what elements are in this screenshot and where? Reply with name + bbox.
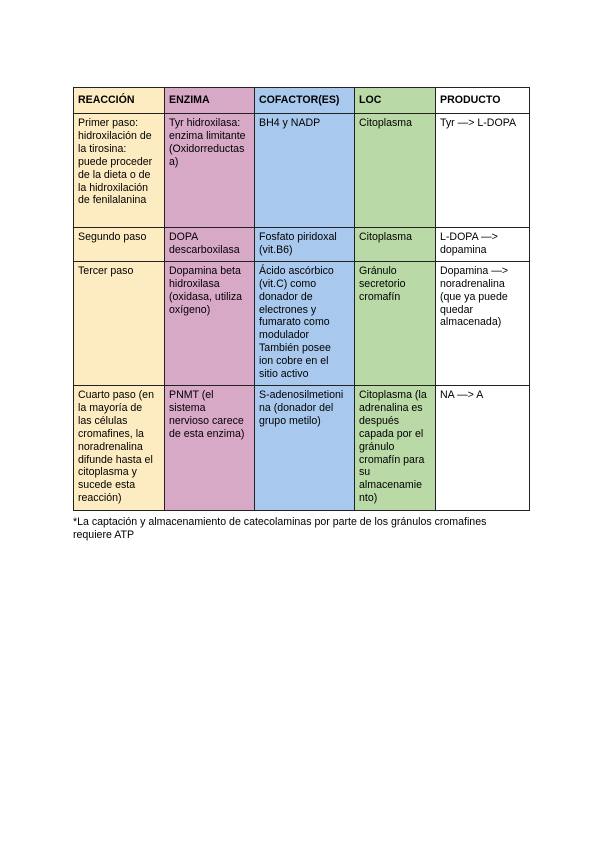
cell-enzima: PNMT (el sistema nervioso carece de esta enzima) xyxy=(165,385,255,510)
header-reaccion: REACCIÓN xyxy=(74,88,165,114)
table-row xyxy=(74,385,530,510)
cell-reaccion: Segundo paso xyxy=(74,228,165,262)
footnote: *La captación y almacenamiento de catecolaminas por parte de los gránulos cromafines requiere ATP xyxy=(73,516,487,541)
cell-loc: Gránulo secretorio cromafín xyxy=(355,261,436,385)
cell-producto: Dopamina —> noradrenalina (que ya puede quedar almacenada) xyxy=(436,261,530,385)
cell-reaccion: Cuarto paso (en la mayoría de las células cromafines, la noradrenalina difunde hasta el citoplasma y sucede esta reacción) xyxy=(74,385,165,510)
cell-enzima: DOPA descarboxilasa xyxy=(165,228,255,262)
cell-enzima: Tyr hidroxilasa: enzima limitante (Oxidorreductas a) xyxy=(165,114,255,228)
header-loc: LOC xyxy=(355,88,436,114)
table-row xyxy=(74,228,530,262)
cell-loc: Citoplasma xyxy=(355,228,436,262)
cell-enzima: Dopamina beta hidroxilasa (oxidasa, utiliza oxígeno) xyxy=(165,261,255,385)
cell-reaccion: Primer paso: hidroxilación de la tirosina: puede proceder de la dieta o de la hidroxilación de fenilalanina xyxy=(74,114,165,228)
catecholamine-synthesis-table xyxy=(73,87,530,511)
header-enzima: ENZIMA xyxy=(165,88,255,114)
cell-producto: L-DOPA —> dopamina xyxy=(436,228,530,262)
table-row xyxy=(74,114,530,228)
cell-cofactor: S-adenosilmetioni na (donador del grupo metilo) xyxy=(255,385,355,510)
cell-loc: Citoplasma (la adrenalina es después capada por el gránulo cromafín para su almacenamie nto) xyxy=(355,385,436,510)
cell-producto: NA —> A xyxy=(436,385,530,510)
cell-reaccion: Tercer paso xyxy=(74,261,165,385)
cell-loc: Citoplasma xyxy=(355,114,436,228)
table-row xyxy=(74,261,530,385)
header-cofactor: COFACTOR(ES) xyxy=(255,88,355,114)
table-header-row xyxy=(74,88,530,114)
cell-cofactor: Fosfato piridoxal (vit.B6) xyxy=(255,228,355,262)
header-producto: PRODUCTO xyxy=(436,88,530,114)
cell-producto: Tyr —> L-DOPA xyxy=(436,114,530,228)
cell-cofactor: Ácido ascórbico (vit.C) como donador de electrones y fumarato como modulador También posee ion cobre en el sitio activo xyxy=(255,261,355,385)
cell-cofactor: BH4 y NADP xyxy=(255,114,355,228)
